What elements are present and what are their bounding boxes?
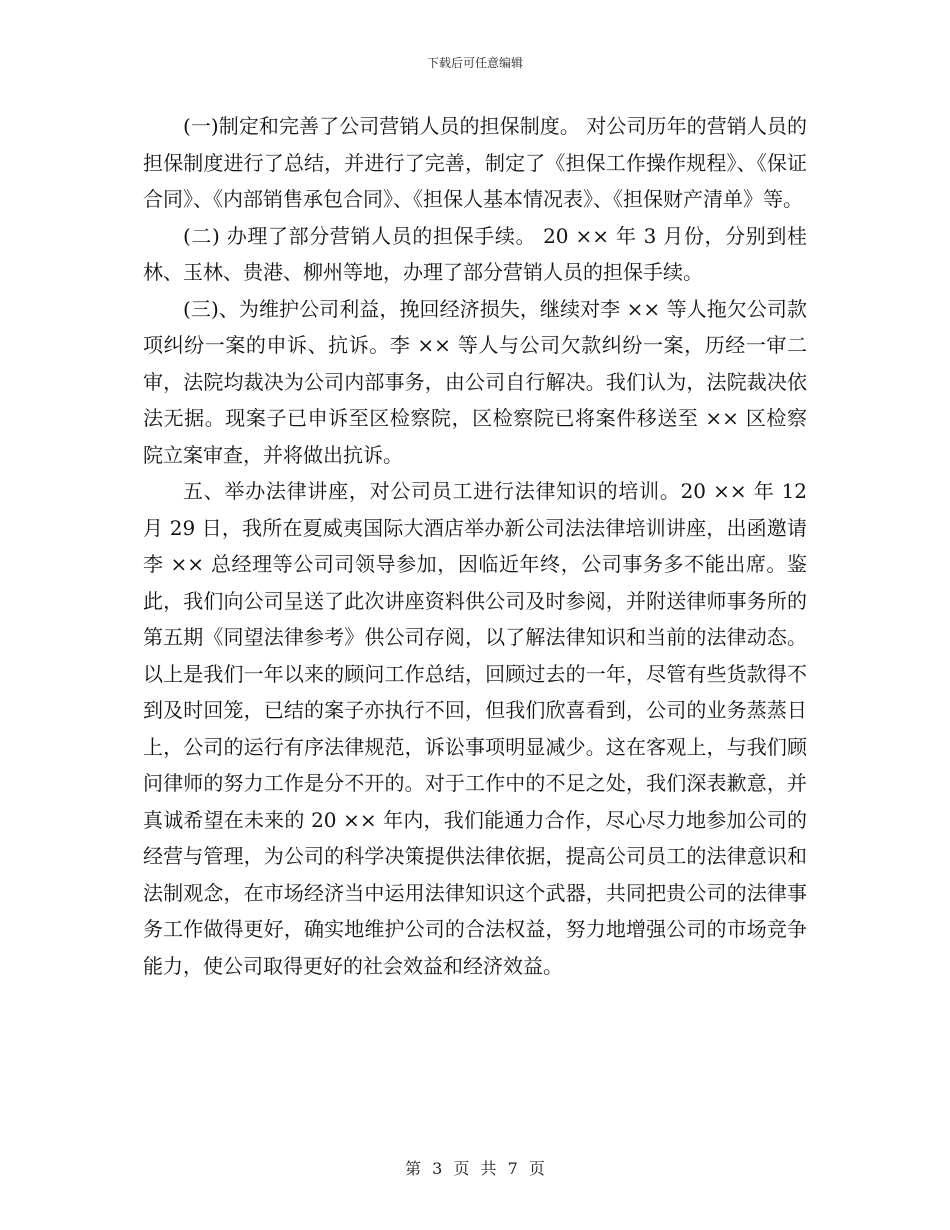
paragraph-guarantee-system: (一)制定和完善了公司营销人员的担保制度。 对公司历年的营销人员的担保制度进行了总结，并进行了完善，制定了《担保工作操作规程》、《保证合同》、《内部销售承包合同》、《担保人基本情况表》、《担保财产清单》等。 [143, 114, 807, 211]
document-body [143, 108, 807, 984]
paragraph-appeal-case: (三)、为维护公司利益，挽回经济损失，继续对李 ×× 等人拖欠公司款项纠纷一案的申诉、抗诉。李 ×× 等人与公司欠款纠纷一案，历经一审二审，法院均裁决为公司内部事务，由公司自行解决。我们认为，法院裁决依法无据。现案子已申诉至区检察院，区检察院已将案件移送至 ×× 区检察院立案审查，并将做出抗诉。 [143, 296, 807, 467]
paragraph-guarantee-procedures: (二) 办理了部分营销人员的担保手续。 20 ×× 年 3 月份，分别到桂林、玉林、贵港、柳州等地，办理了部分营销人员的担保手续。 [143, 223, 807, 284]
page-number-footer: 第 3 页 共 7 页 [405, 1159, 545, 1178]
page-header-note: 下载后可任意编辑 [426, 56, 523, 70]
paragraph-legal-lecture-summary: 五、举办法律讲座，对公司员工进行法律知识的培训。20 ×× 年 12 月 29 日，我所在夏威夷国际大酒店举办新公司法法律培训讲座，出函邀请李 ×× 总经理等公司司领导参加，因临近年终，公司事务多不能出席。鉴此，我们向公司呈送了此次讲座资料供公司及时参阅，并附送律师事务所的第五期《同望法律参考》供公司存阅，以了解法律知识和当前的法律动态。以上是我们一年以来的顾问工作总结，回顾过去的一年，尽管有些货款得不到及时回笼，已结的案子亦执行不回，但我们欣喜看到，公司的业务蒸蒸日上，公司的运行有序法律规范，诉讼事项明显减少。这在客观上，与我们顾问律师的努力工作是分不开的。对于工作中的不足之处，我们深表歉意，并真诚希望在未来的 20 ×× 年内，我们能通力合作，尽心尽力地参加公司的经营与管理，为公司的科学决策提供法律依据，提高公司员工的法律意识和法制观念，在市场经济当中运用法律知识这个武器，共同把贵公司的法律事务工作做得更好，确实地维护公司的合法权益，努力地增强公司的市场竞争能力，使公司取得更好的社会效益和经济效益。 [143, 479, 807, 978]
